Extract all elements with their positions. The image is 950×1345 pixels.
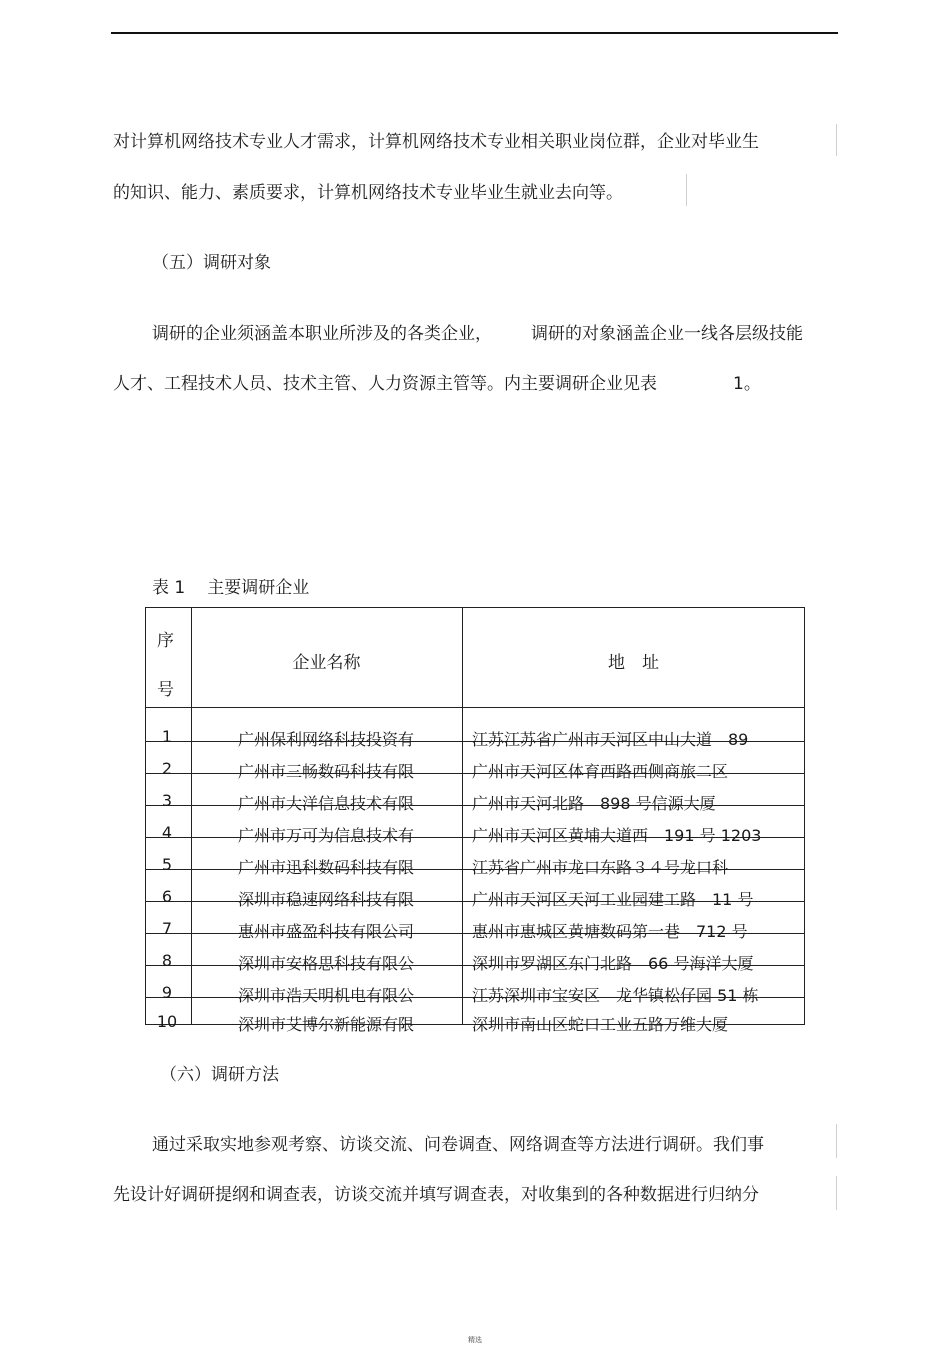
row-number: 2 (161, 759, 173, 778)
header-address: 地 址 (608, 653, 659, 673)
table-row (145, 983, 805, 1013)
company-name: 惠州市盛盈科技有限公司 (238, 922, 415, 941)
company-name: 广州市万可为信息技术有 (238, 826, 415, 845)
section-heading-6: （六）调研方法 (160, 1065, 279, 1085)
company-address: 广州市天河区体育西路西侧商旅二区 (472, 762, 729, 781)
method-line-1: 通过采取实地参观考察、访谈交流、问卷调查、网络调查等方法进行调研。我们事 (152, 1135, 764, 1155)
header-seq-a: 序 (157, 631, 174, 651)
company-address: 江苏深圳市宝安区 龙华镇松仔园 51 栋 (472, 986, 759, 1005)
margin-bar (836, 1124, 837, 1158)
margin-bar (836, 124, 837, 156)
company-name: 广州保利网络科技投资有 (238, 730, 415, 749)
row-number: 3 (161, 791, 173, 810)
row-number: 6 (161, 887, 173, 906)
header-divider (145, 707, 805, 708)
table-caption (152, 573, 309, 598)
table-caption-number: 表 1 (152, 578, 186, 598)
row-number: 4 (161, 823, 173, 842)
header-rule (111, 32, 838, 34)
table-row (145, 919, 805, 949)
objects-line-2b: 1。 (733, 374, 761, 394)
company-address: 江苏江苏省广州市天河区中山大道 89 (472, 730, 749, 749)
objects-line-2a: 人才、工程技术人员、技术主管、人力资源主管等。内主要调研企业见表 (113, 374, 657, 394)
company-name: 深圳市浩天明机电有限公 (238, 986, 415, 1005)
survey-table (145, 607, 805, 1034)
company-address: 广州市天河北路 898 号信源大厦 (472, 794, 716, 813)
method-line-2: 先设计好调研提纲和调查表，访谈交流并填写调查表，对收集到的各种数据进行归纳分 (113, 1185, 759, 1205)
objects-line-1a: 调研的企业须涵盖本职业所涉及的各类企业， (152, 324, 492, 344)
company-name: 广州市三畅数码科技有限 (238, 762, 415, 781)
table-row (145, 823, 805, 853)
header-seq-b: 号 (157, 680, 174, 700)
row-number: 9 (161, 983, 173, 1002)
header-company-name: 企业名称 (292, 653, 361, 673)
objects-line-1b: 调研的对象涵盖企业一线各层级技能 (531, 324, 803, 344)
intro-line-1: 对计算机网络技术专业人才需求，计算机网络技术专业相关职业岗位群，企业对毕业生 (113, 132, 759, 152)
table-caption-title: 主要调研企业 (207, 578, 310, 598)
table-row (145, 791, 805, 821)
company-address: 深圳市罗湖区东门北路 66 号海洋大厦 (472, 954, 754, 973)
company-address: 广州市天河区黄埔大道西 191 号 1203 (472, 826, 762, 845)
company-name: 广州市迅科数码科技有限 (238, 858, 415, 877)
intro-line-2: 的知识、能力、素质要求，计算机网络技术专业毕业生就业去向等。 (113, 183, 623, 203)
company-address: 深圳市南山区蛇口工业五路万维大厦 (472, 1015, 729, 1034)
company-name: 广州市大洋信息技术有限 (238, 794, 415, 813)
company-name: 深圳市安格思科技有限公 (238, 954, 415, 973)
footer-mark: 精选 (468, 1336, 482, 1344)
section-heading-5: （五）调研对象 (152, 253, 271, 273)
table-row (145, 727, 805, 757)
table-row (145, 887, 805, 917)
table-row (145, 855, 805, 885)
company-name: 深圳市艾博尔新能源有限 (238, 1015, 415, 1034)
row-number: 8 (161, 951, 173, 970)
row-number: 7 (161, 919, 173, 938)
company-address: 江苏省广州市龙口东路３４号龙口科 (472, 858, 729, 877)
margin-bar (836, 1176, 837, 1210)
margin-bar (686, 174, 687, 206)
row-number: 5 (161, 855, 173, 874)
company-name: 深圳市稳速网络科技有限 (238, 890, 415, 909)
row-number: 10 (156, 1012, 178, 1031)
table-row (145, 1012, 805, 1042)
company-address: 惠州市惠城区黄塘数码第一巷 712 号 (472, 922, 748, 941)
company-address: 广州市天河区天河工业园建工路 11 号 (472, 890, 754, 909)
table-row (145, 951, 805, 981)
table-row (145, 759, 805, 789)
row-number: 1 (161, 727, 173, 746)
